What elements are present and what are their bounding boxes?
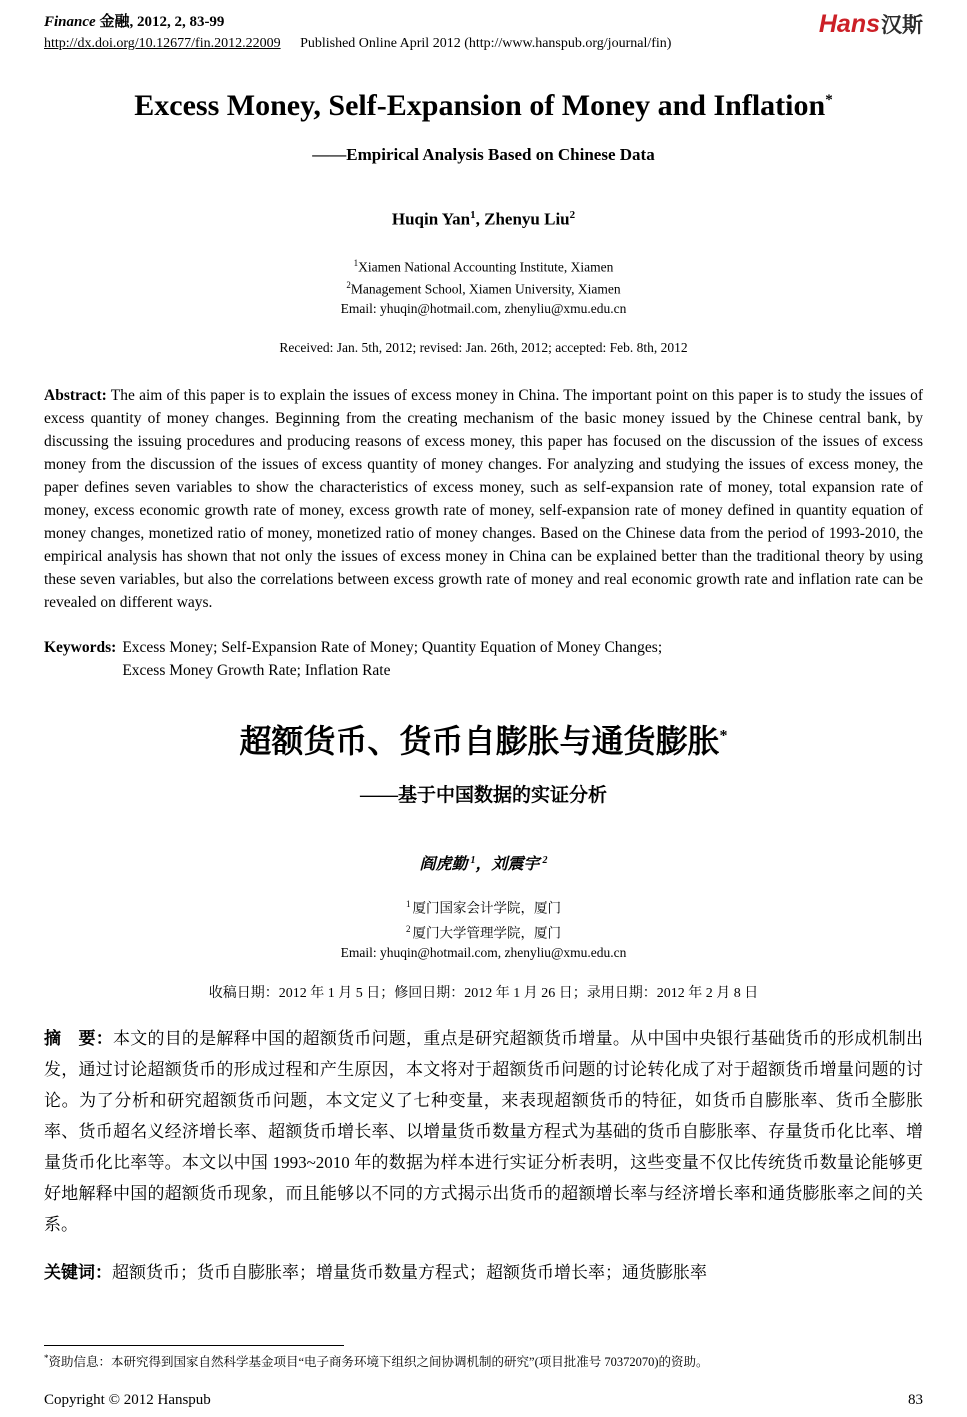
abstract-text-en: The aim of this paper is to explain the issues of excess money in China. The important point on this paper is to study the issues of excess quantity of money changes. Beginning from the creating mechanism of the basic money issued by the Chinese central bank, by discussing the issuing procedures and producing reasons of excess money, this paper has focused on the discussion of the issues of excess money from the discussion of the issues of excess quantity of money changes. For analyzing and studying the issues of excess money, the paper defines seven variables to show the characteristics of excess money, such as self-expansion rate of money, total expansion rate of money, excess economic growth rate of money, excess growth rate of money, self-expansion rate of money defined in quantity equation of money changes, monetized ratio of money, monetized ratio of money changes. Based on the Chinese data from the period of 1993-2010, the empirical analysis has shown that not only the issues of excess money in China can be explained better than the traditional theory by using these seven variables, but also the correlations between excess growth rate of money and real economic growth rate and inflation rate can be revealed on different ways.	[44, 386, 923, 611]
page-footer	[44, 1392, 923, 1409]
abstract-en	[44, 384, 923, 614]
affiliation-2-marker-cn: 2	[406, 923, 411, 934]
footnote-text: 资助信息：本研究得到国家自然科学基金项目“电子商务环境下组织之间协调机制的研究”(项目批准号 70372070)的资助。	[48, 1355, 709, 1369]
footnote-separator	[44, 1345, 344, 1346]
keywords-en	[44, 636, 923, 682]
authors-cn	[44, 851, 923, 874]
author-2-en: Zhenyu Liu	[484, 209, 570, 229]
affiliation-2-text: Management School, Xiamen University, Xiamen	[350, 281, 621, 297]
abstract-label-cn: 摘 要：	[44, 1029, 113, 1049]
journal-header	[44, 10, 923, 52]
affiliation-1-text: Xiamen National Accounting Institute, Xiamen	[358, 259, 614, 275]
email-line-en: Email: yhuqin@hotmail.com, zhenyliu@xmu.edu.cn	[340, 300, 627, 316]
email-line-cn: Email: yhuqin@hotmail.com, zhenyliu@xmu.edu.cn	[340, 945, 627, 961]
author-separator: ,	[475, 209, 485, 229]
hans-logo-en: Hans	[818, 10, 880, 38]
footnote-marker: *	[44, 1352, 49, 1363]
hans-logo-cn: 汉斯	[881, 14, 923, 37]
journal-title-line	[44, 10, 671, 31]
funding-footnote	[44, 1350, 923, 1371]
affiliation-2-cn	[44, 919, 923, 944]
title-footnote-marker-cn: *	[719, 727, 728, 744]
affiliation-2-en	[44, 276, 923, 299]
author-1-affil-marker-cn: 1	[470, 854, 476, 866]
paper-subtitle-en: ——Empirical Analysis Based on Chinese Data	[312, 145, 655, 164]
author-2-affil-marker-cn: 2	[542, 854, 548, 866]
received-dates-en: Received: Jan. 5th, 2012; revised: Jan. 26th, 2012; accepted: Feb. 8th, 2012	[279, 339, 688, 355]
paper-title-en	[44, 88, 923, 124]
abstract-cn	[44, 1023, 923, 1240]
journal-name: Finance	[44, 14, 96, 30]
keywords-label-en: Keywords:	[44, 638, 117, 656]
paper-title-cn-text: 超额货币、货币自膨胀与通货膨胀	[239, 722, 720, 759]
doi-line	[44, 36, 671, 52]
published-online-text: Published Online April 2012 (http://www.hanspub.org/journal/fin)	[300, 36, 672, 51]
copyright-text: Copyright © 2012 Hanspub	[44, 1392, 211, 1408]
affiliations-en	[44, 254, 923, 318]
author-1-affil-marker: 1	[470, 209, 476, 221]
affiliation-1-en	[44, 254, 923, 277]
keywords-line-1: Excess Money; Self-Expansion Rate of Money; Quantity Equation of Money Changes;	[122, 638, 663, 656]
affiliations-cn	[44, 894, 923, 963]
keywords-line-2: Excess Money Growth Rate; Inflation Rate	[122, 661, 391, 679]
affiliation-1-cn	[44, 894, 923, 919]
affiliation-1-marker: 1	[353, 257, 359, 268]
paper-subtitle-cn: ——基于中国数据的实证分析	[359, 785, 607, 807]
keywords-text-cn: 超额货币；货币自膨胀率；增量货币数量方程式；超额货币增长率；通货膨胀率	[112, 1263, 707, 1283]
author-1-cn: 阎虎勤	[419, 856, 468, 874]
received-dates-cn: 收稿日期：2012 年 1 月 5 日；修回日期：2012 年 1 月 26 日；录用日期：2012 年 2 月 8 日	[208, 986, 759, 1002]
paper-title-cn	[44, 722, 923, 760]
author-separator-cn: ，	[475, 856, 492, 874]
author-2-cn: 刘震宇	[491, 856, 540, 874]
keywords-cn	[44, 1257, 923, 1288]
authors-en	[44, 209, 923, 230]
keywords-text-en	[122, 636, 662, 682]
doi-link[interactable]: http://dx.doi.org/10.12677/fin.2012.22009	[44, 36, 281, 51]
paper-title-en-text: Excess Money, Self-Expansion of Money and Inflation	[134, 89, 826, 122]
hans-publisher-logo	[819, 12, 923, 37]
journal-issue-info: 金融, 2012, 2, 83-99	[99, 14, 225, 30]
footnote-area	[44, 1345, 923, 1371]
journal-meta	[44, 10, 671, 52]
affiliation-1-text-cn: 厦门国家会计学院，厦门	[412, 900, 561, 916]
affiliation-2-text-cn: 厦门大学管理学院，厦门	[412, 925, 561, 941]
keywords-label-cn: 关键词：	[44, 1263, 112, 1283]
page-number: 83	[908, 1392, 923, 1408]
abstract-text-cn: 本文的目的是解释中国的超额货币问题，重点是研究超额货币增量。从中国中央银行基础货币的形成机制出发，通过讨论超额货币的形成过程和产生原因，本文将对于超额货币问题的讨论转化成了对于超额货币增量问题的讨论。为了分析和研究超额货币问题，本文定义了七种变量，来表现超额货币的特征，如货币自膨胀率、货币全膨胀率、货币超名义经济增长率、超额货币增长率、以增量货币数量方程式为基础的货币自膨胀率、存量货币化比率、增量货币化比率等。本文以中国 1993~2010 年的数据为样本进行实证分析表明，这些变量不仅比传统货币数量论能够更好地解释中国的超额货币现象，而且能够以不同的方式揭示出货币的超额增长率与经济增长率和通货膨胀率之间的关系。	[44, 1029, 924, 1235]
author-2-affil-marker: 2	[569, 209, 576, 221]
author-1-en: Huqin Yan	[391, 209, 471, 229]
title-footnote-marker: *	[825, 92, 833, 108]
abstract-label-en: Abstract:	[44, 386, 107, 404]
affiliation-1-marker-cn: 1	[406, 899, 411, 910]
affiliation-2-marker: 2	[346, 280, 351, 291]
